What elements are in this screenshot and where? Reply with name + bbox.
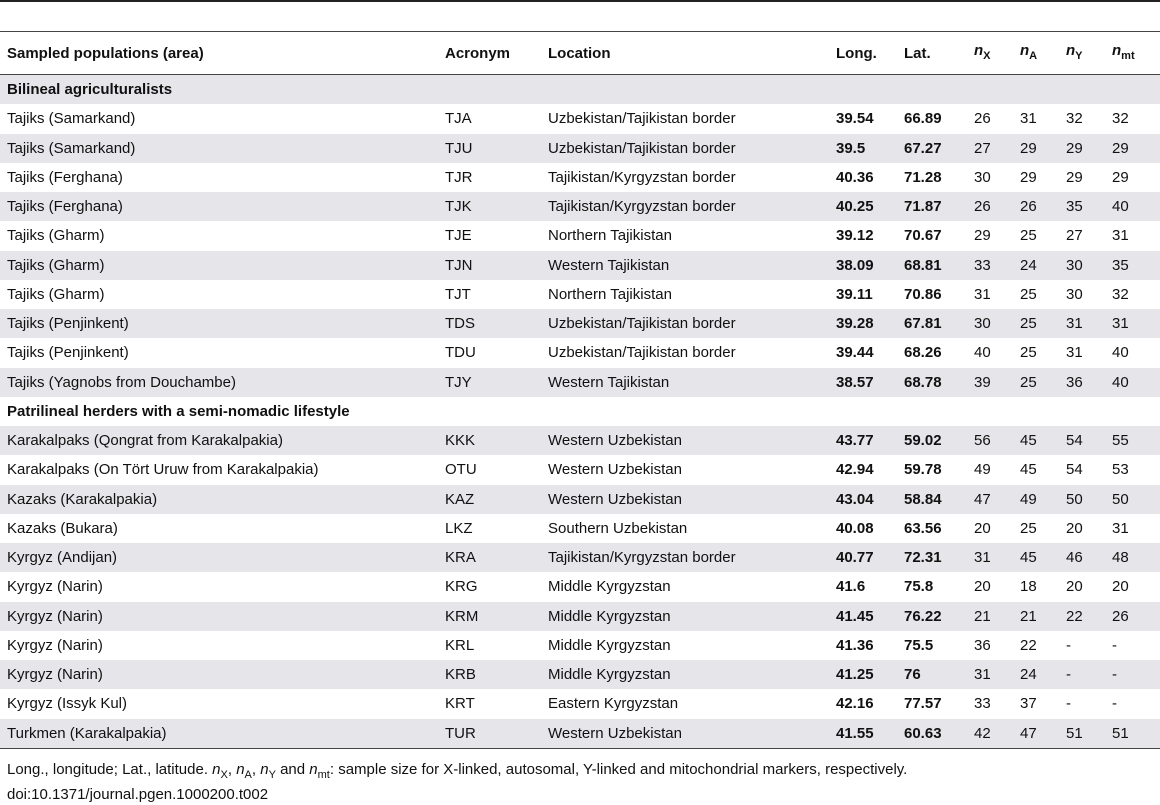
cell-population: Tajiks (Ferghana) <box>0 192 438 221</box>
cell-ny: 51 <box>1059 719 1105 749</box>
cell-population: Tajiks (Ferghana) <box>7 168 123 186</box>
cell-lat: 67.81 <box>897 309 967 338</box>
cell-location: Middle Kyrgyzstan <box>541 660 829 689</box>
cell-acronym: KRL <box>445 636 475 654</box>
table-row <box>0 455 1160 484</box>
cell-ny: 35 <box>1059 192 1105 221</box>
cell-ny: 31 <box>1059 309 1105 338</box>
cell-acronym: TDU <box>445 344 476 362</box>
cell-population: Karakalpaks (On Tört Uruw from Karakalpakia) <box>7 461 319 479</box>
header-nmt: $n_{mt}$ <box>1105 33 1160 75</box>
table-row <box>0 572 1160 601</box>
table-row <box>0 280 1160 309</box>
cell-lat: 70.86 <box>904 285 942 303</box>
cell-ny: 29 <box>1059 134 1105 163</box>
top-rule <box>0 0 1160 2</box>
cell-na: 21 <box>1013 602 1059 631</box>
cell-nmt: 26 <box>1105 602 1160 631</box>
cell-location: Western Uzbekistan <box>541 426 829 455</box>
footnote-doi: doi:10.1371/journal.pgen.1000200.t002 <box>7 786 269 803</box>
cell-lat: 63.56 <box>904 519 942 537</box>
footnote <box>7 760 907 805</box>
cell-lat: 58.84 <box>897 485 967 514</box>
cell-na: 29 <box>1020 168 1037 186</box>
group-title: Bilineal agriculturalists <box>0 75 1160 105</box>
cell-long: 38.09 <box>829 251 897 280</box>
group-row <box>0 397 1160 426</box>
cell-nmt: - <box>1105 660 1160 689</box>
cell-acronym: KAZ <box>438 485 541 514</box>
table-row <box>0 163 1160 192</box>
header-ny: $n_Y$ <box>1059 33 1105 75</box>
cell-na: 25 <box>1020 227 1037 245</box>
cell-ny: 36 <box>1059 368 1105 397</box>
cell-nx: 29 <box>974 227 991 245</box>
cell-population: Kyrgyz (Narin) <box>0 602 438 631</box>
cell-nmt: 31 <box>1112 519 1129 537</box>
cell-location: Northern Tajikistan <box>548 285 672 303</box>
cell-location: Uzbekistan/Tajikistan border <box>548 110 736 128</box>
cell-population: Tajiks (Samarkand) <box>7 110 136 128</box>
cell-nmt: 51 <box>1105 719 1160 749</box>
cell-lat: 71.28 <box>904 168 942 186</box>
cell-na: 26 <box>1013 192 1059 221</box>
cell-na: 45 <box>1013 426 1059 455</box>
cell-long: 38.57 <box>829 368 897 397</box>
cell-na: 29 <box>1013 134 1059 163</box>
cell-ny: 30 <box>1059 251 1105 280</box>
cell-nx: 20 <box>974 578 991 596</box>
cell-ny: 54 <box>1066 461 1083 479</box>
cell-lat: 68.81 <box>897 251 967 280</box>
cell-nmt: 40 <box>1105 368 1160 397</box>
cell-nmt: 29 <box>1112 168 1129 186</box>
cell-lat: 72.31 <box>897 543 967 572</box>
cell-long: 39.12 <box>836 227 874 245</box>
table-row <box>0 104 1160 133</box>
cell-na: 47 <box>1013 719 1059 749</box>
cell-location: Western Tajikistan <box>541 368 829 397</box>
population-table <box>0 33 1160 749</box>
cell-location: Middle Kyrgyzstan <box>548 636 671 654</box>
cell-acronym: TDS <box>438 309 541 338</box>
table-row <box>0 192 1160 221</box>
cell-population: Tajiks (Samarkand) <box>0 134 438 163</box>
header-lat: Lat. <box>897 33 967 75</box>
cell-na: 22 <box>1020 636 1037 654</box>
cell-lat: 70.67 <box>904 227 942 245</box>
cell-population: Kyrgyz (Narin) <box>7 578 103 596</box>
cell-nmt: 48 <box>1105 543 1160 572</box>
table-row <box>0 251 1160 280</box>
header-location: Location <box>541 33 829 75</box>
cell-long: 41.6 <box>836 578 866 596</box>
table-row <box>0 602 1160 631</box>
table-body <box>0 75 1160 749</box>
cell-ny: - <box>1066 636 1071 654</box>
cell-population: Kyrgyz (Narin) <box>7 636 103 654</box>
cell-acronym: TJA <box>445 110 472 128</box>
cell-ny: 20 <box>1066 578 1083 596</box>
table-row <box>0 719 1160 749</box>
cell-nmt: - <box>1112 636 1117 654</box>
cell-ny: 50 <box>1059 485 1105 514</box>
cell-acronym: KKK <box>438 426 541 455</box>
cell-nmt: 31 <box>1112 227 1129 245</box>
footnote-legend: Long., longitude; Lat., latitude. $n_X$, $n_A$, $n_Y$ and $n_{mt}$: sample size for X-linked, autosomal, Y-linked and mitochondrial markers, respectively. <box>7 761 908 781</box>
cell-na: 24 <box>1013 660 1059 689</box>
table-row <box>0 368 1160 397</box>
cell-lat: 77.57 <box>904 695 942 713</box>
cell-nx: 47 <box>967 485 1013 514</box>
cell-population: Tajiks (Yagnobs from Douchambe) <box>0 368 438 397</box>
table-row <box>0 631 1160 660</box>
cell-location: Western Tajikistan <box>541 251 829 280</box>
cell-nx: 30 <box>967 309 1013 338</box>
cell-na: 25 <box>1020 285 1037 303</box>
cell-nx: 33 <box>974 695 991 713</box>
cell-lat: 76 <box>897 660 967 689</box>
cell-nmt: 32 <box>1112 285 1129 303</box>
cell-lat: 59.78 <box>904 461 942 479</box>
cell-long: 39.5 <box>829 134 897 163</box>
cell-location: Middle Kyrgyzstan <box>541 602 829 631</box>
cell-location: Western Uzbekistan <box>548 461 682 479</box>
cell-ny: 29 <box>1066 168 1083 186</box>
cell-na: 18 <box>1020 578 1037 596</box>
cell-location: Western Uzbekistan <box>541 485 829 514</box>
cell-population: Tajiks (Gharm) <box>7 227 105 245</box>
cell-na: 37 <box>1020 695 1037 713</box>
cell-location: Middle Kyrgyzstan <box>548 578 671 596</box>
cell-long: 41.55 <box>829 719 897 749</box>
cell-long: 42.94 <box>836 461 874 479</box>
cell-lat: 71.87 <box>897 192 967 221</box>
table-row <box>0 514 1160 543</box>
cell-nx: 26 <box>967 192 1013 221</box>
cell-nmt: 55 <box>1105 426 1160 455</box>
cell-nx: 26 <box>974 110 991 128</box>
cell-lat: 68.78 <box>897 368 967 397</box>
cell-long: 43.04 <box>829 485 897 514</box>
cell-nx: 30 <box>974 168 991 186</box>
cell-location: Tajikistan/Kyrgyzstan border <box>541 192 829 221</box>
cell-acronym: TJK <box>438 192 541 221</box>
cell-location: Western Uzbekistan <box>541 719 829 749</box>
cell-acronym: KRM <box>438 602 541 631</box>
cell-ny: - <box>1059 660 1105 689</box>
cell-acronym: KRB <box>438 660 541 689</box>
cell-lat: 75.8 <box>904 578 934 596</box>
cell-lat: 76.22 <box>897 602 967 631</box>
cell-long: 39.54 <box>836 110 874 128</box>
cell-lat: 60.63 <box>897 719 967 749</box>
header-acronym: Acronym <box>438 33 541 75</box>
cell-nx: 49 <box>974 461 991 479</box>
cell-population: Tajiks (Gharm) <box>7 285 105 303</box>
cell-nx: 56 <box>967 426 1013 455</box>
cell-na: 25 <box>1020 344 1037 362</box>
cell-ny: 30 <box>1066 285 1083 303</box>
cell-long: 40.08 <box>836 519 874 537</box>
header-na: $n_A$ <box>1013 33 1059 75</box>
cell-population: Karakalpaks (Qongrat from Karakalpakia) <box>0 426 438 455</box>
cell-ny: 22 <box>1059 602 1105 631</box>
cell-nx: 42 <box>967 719 1013 749</box>
cell-ny: - <box>1066 695 1071 713</box>
cell-acronym: TJU <box>438 134 541 163</box>
cell-nx: 31 <box>967 660 1013 689</box>
cell-population: Kyrgyz (Issyk Kul) <box>7 695 128 713</box>
cell-acronym: TJE <box>445 227 472 245</box>
cell-location: Tajikistan/Kyrgyzstan border <box>548 168 736 186</box>
cell-nmt: 32 <box>1112 110 1129 128</box>
cell-long: 39.28 <box>829 309 897 338</box>
cell-population: Tajiks (Penjinkent) <box>0 309 438 338</box>
cell-acronym: TJR <box>445 168 473 186</box>
cell-population: Kazaks (Karakalpakia) <box>0 485 438 514</box>
cell-acronym: KRA <box>438 543 541 572</box>
cell-ny: 32 <box>1066 110 1083 128</box>
cell-long: 39.11 <box>836 285 873 303</box>
cell-nmt: 50 <box>1105 485 1160 514</box>
cell-long: 41.45 <box>829 602 897 631</box>
cell-long: 39.44 <box>836 344 874 362</box>
cell-nmt: 29 <box>1105 134 1160 163</box>
cell-acronym: TJY <box>438 368 541 397</box>
group-title: Patrilineal herders with a semi-nomadic lifestyle <box>7 402 350 420</box>
cell-nx: 40 <box>974 344 991 362</box>
cell-na: 49 <box>1013 485 1059 514</box>
cell-nmt: 20 <box>1112 578 1129 596</box>
cell-long: 40.77 <box>829 543 897 572</box>
cell-location: Eastern Kyrgyzstan <box>548 695 679 713</box>
cell-nmt: 31 <box>1105 309 1160 338</box>
cell-na: 31 <box>1020 110 1037 128</box>
cell-population: Kazaks (Bukara) <box>7 519 118 537</box>
cell-nx: 20 <box>974 519 991 537</box>
cell-nmt: 35 <box>1105 251 1160 280</box>
cell-location: Southern Uzbekistan <box>548 519 688 537</box>
cell-nx: 31 <box>967 543 1013 572</box>
cell-acronym: TJN <box>438 251 541 280</box>
cell-nx: 27 <box>967 134 1013 163</box>
table-row <box>0 543 1160 572</box>
cell-location: Uzbekistan/Tajikistan border <box>541 309 829 338</box>
header-row <box>0 33 1160 75</box>
cell-location: Uzbekistan/Tajikistan border <box>548 344 736 362</box>
cell-nx: 39 <box>967 368 1013 397</box>
table-row <box>0 134 1160 163</box>
cell-acronym: TUR <box>438 719 541 749</box>
cell-long: 40.36 <box>836 168 874 186</box>
cell-population: Turkmen (Karakalpakia) <box>0 719 438 749</box>
cell-location: Uzbekistan/Tajikistan border <box>541 134 829 163</box>
table-row <box>0 660 1160 689</box>
cell-ny: 31 <box>1066 344 1083 362</box>
cell-na: 24 <box>1013 251 1059 280</box>
cell-lat: 59.02 <box>897 426 967 455</box>
header-nx: $n_X$ <box>967 33 1013 75</box>
cell-acronym: KRT <box>445 695 475 713</box>
cell-long: 43.77 <box>829 426 897 455</box>
cell-nx: 31 <box>974 285 991 303</box>
cell-na: 25 <box>1020 519 1037 537</box>
cell-ny: 46 <box>1059 543 1105 572</box>
cell-na: 25 <box>1013 309 1059 338</box>
cell-location: Tajikistan/Kyrgyzstan border <box>541 543 829 572</box>
cell-population: Kyrgyz (Narin) <box>0 660 438 689</box>
cell-lat: 66.89 <box>904 110 942 128</box>
cell-population: Kyrgyz (Andijan) <box>0 543 438 572</box>
cell-na: 45 <box>1020 461 1037 479</box>
cell-nmt: - <box>1112 695 1117 713</box>
cell-lat: 75.5 <box>904 636 934 654</box>
cell-ny: 20 <box>1066 519 1083 537</box>
cell-na: 25 <box>1013 368 1059 397</box>
cell-population: Tajiks (Penjinkent) <box>7 344 129 362</box>
cell-nmt: 40 <box>1105 192 1160 221</box>
cell-lat: 68.26 <box>904 344 942 362</box>
cell-acronym: OTU <box>445 461 477 479</box>
cell-ny: 27 <box>1066 227 1083 245</box>
cell-population: Tajiks (Gharm) <box>0 251 438 280</box>
cell-nx: 33 <box>967 251 1013 280</box>
cell-na: 45 <box>1013 543 1059 572</box>
cell-acronym: LKZ <box>445 519 473 537</box>
cell-long: 42.16 <box>836 695 874 713</box>
table-row <box>0 338 1160 367</box>
group-row <box>0 75 1160 105</box>
cell-nx: 21 <box>967 602 1013 631</box>
cell-lat: 67.27 <box>897 134 967 163</box>
cell-acronym: TJT <box>445 285 471 303</box>
cell-long: 40.25 <box>829 192 897 221</box>
cell-location: Northern Tajikistan <box>548 227 672 245</box>
table-row <box>0 221 1160 250</box>
header-long: Long. <box>829 33 897 75</box>
table-row <box>0 426 1160 455</box>
cell-nmt: 53 <box>1112 461 1129 479</box>
cell-long: 41.36 <box>836 636 874 654</box>
cell-acronym: KRG <box>445 578 478 596</box>
header-population: Sampled populations (area) <box>0 33 438 75</box>
cell-ny: 54 <box>1059 426 1105 455</box>
header-rule <box>0 31 1160 32</box>
table-row <box>0 485 1160 514</box>
cell-long: 41.25 <box>829 660 897 689</box>
cell-nx: 36 <box>974 636 991 654</box>
table-row <box>0 689 1160 718</box>
table-row <box>0 309 1160 338</box>
cell-nmt: 40 <box>1112 344 1129 362</box>
